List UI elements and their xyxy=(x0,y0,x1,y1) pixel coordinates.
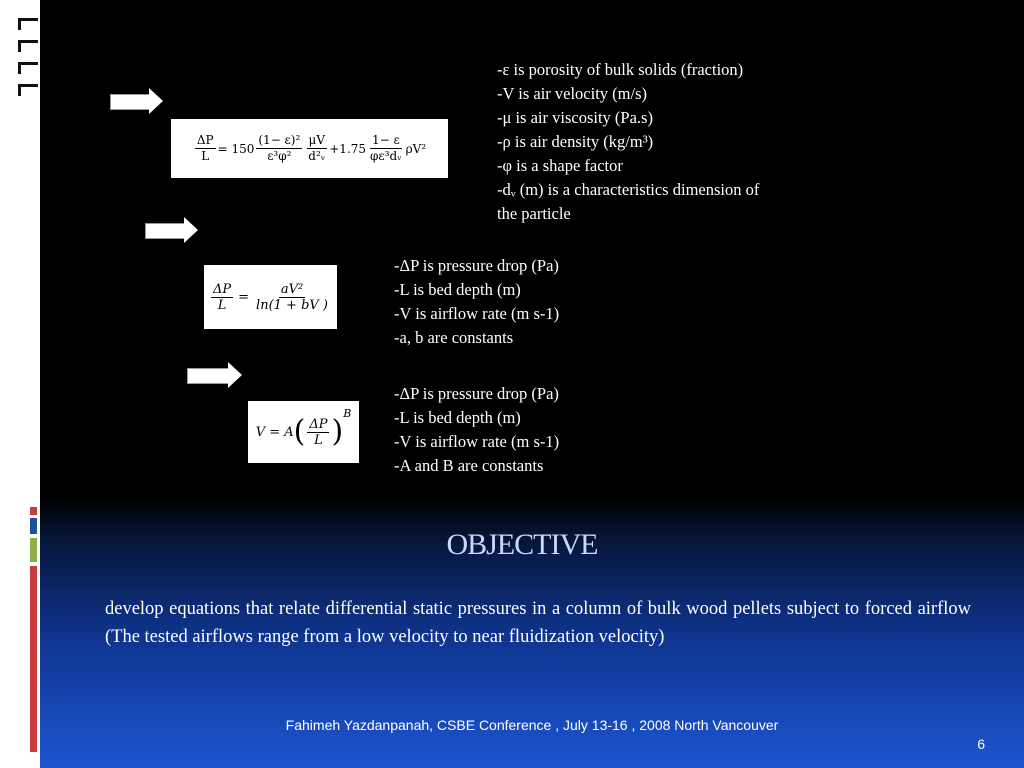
arrow-icon xyxy=(145,223,185,239)
shedd-equation: $\frac{\Delta P}{L}$ = $\frac{\text{aV²}}{\ln(1 + bV )}$ xyxy=(204,265,337,329)
note-line: -ΔP is pressure drop (Pa) xyxy=(394,256,559,275)
note-line: -V is airflow rate (m s-1) xyxy=(394,304,560,323)
note-line: -A and B are constants xyxy=(394,456,544,475)
ergun-variable-notes xyxy=(497,58,827,226)
note-line: -dᵥ (m) is a characteristics dimension of xyxy=(497,180,760,199)
note-line: -a, b are constants xyxy=(394,328,514,347)
shedd-variable-notes xyxy=(394,254,654,350)
note-line: -φ is a shape factor xyxy=(497,156,623,175)
objective-paragraph: develop equations that relate differential static pressures in a column of bulk wood pellets subject to forced airflow (The tested airflows range from a low velocity to near fluidization velocity) xyxy=(105,599,971,647)
note-line: -ε is porosity of bulk solids (fraction) xyxy=(497,60,744,79)
note-line: -V is airflow rate (m s-1) xyxy=(394,432,560,451)
note-line: the particle xyxy=(497,204,571,223)
accent-bar-red-tall xyxy=(30,566,37,752)
note-line: -V is air velocity (m/s) xyxy=(497,84,647,103)
page-number: 6 xyxy=(977,736,985,752)
section-title: OBJECTIVE xyxy=(446,528,598,561)
power-law-variable-notes xyxy=(394,382,654,478)
note-line: -L is bed depth (m) xyxy=(394,280,521,299)
ergun-equation: $\frac{\Delta P}{L}$ = 150 $\frac{\text{(1− ε)²}}{\text{ε³φ²}}$ $\frac{\mu V}{\text{d²ᵥ}}$ +1.75 $\frac{1- \varepsilon}{\text{φε³dᵥ}}$ ρV² xyxy=(171,119,448,178)
arrow-icon xyxy=(187,368,229,384)
note-line: -μ is air viscosity (Pa.s) xyxy=(497,108,653,127)
note-line: -L is bed depth (m) xyxy=(394,408,521,427)
accent-bar-red-small xyxy=(30,507,37,515)
note-line: -ΔP is pressure drop (Pa) xyxy=(394,384,559,403)
power-law-equation: V = A ( $\frac{\Delta P}{L}$ ) $^B$ xyxy=(248,401,359,463)
footer-citation: Fahimeh Yazdanpanah, CSBE Conference , July 13-16 , 2008 North Vancouver xyxy=(285,717,779,733)
note-line: -ρ is air density (kg/m³) xyxy=(497,132,654,151)
arrow-icon xyxy=(110,94,150,110)
